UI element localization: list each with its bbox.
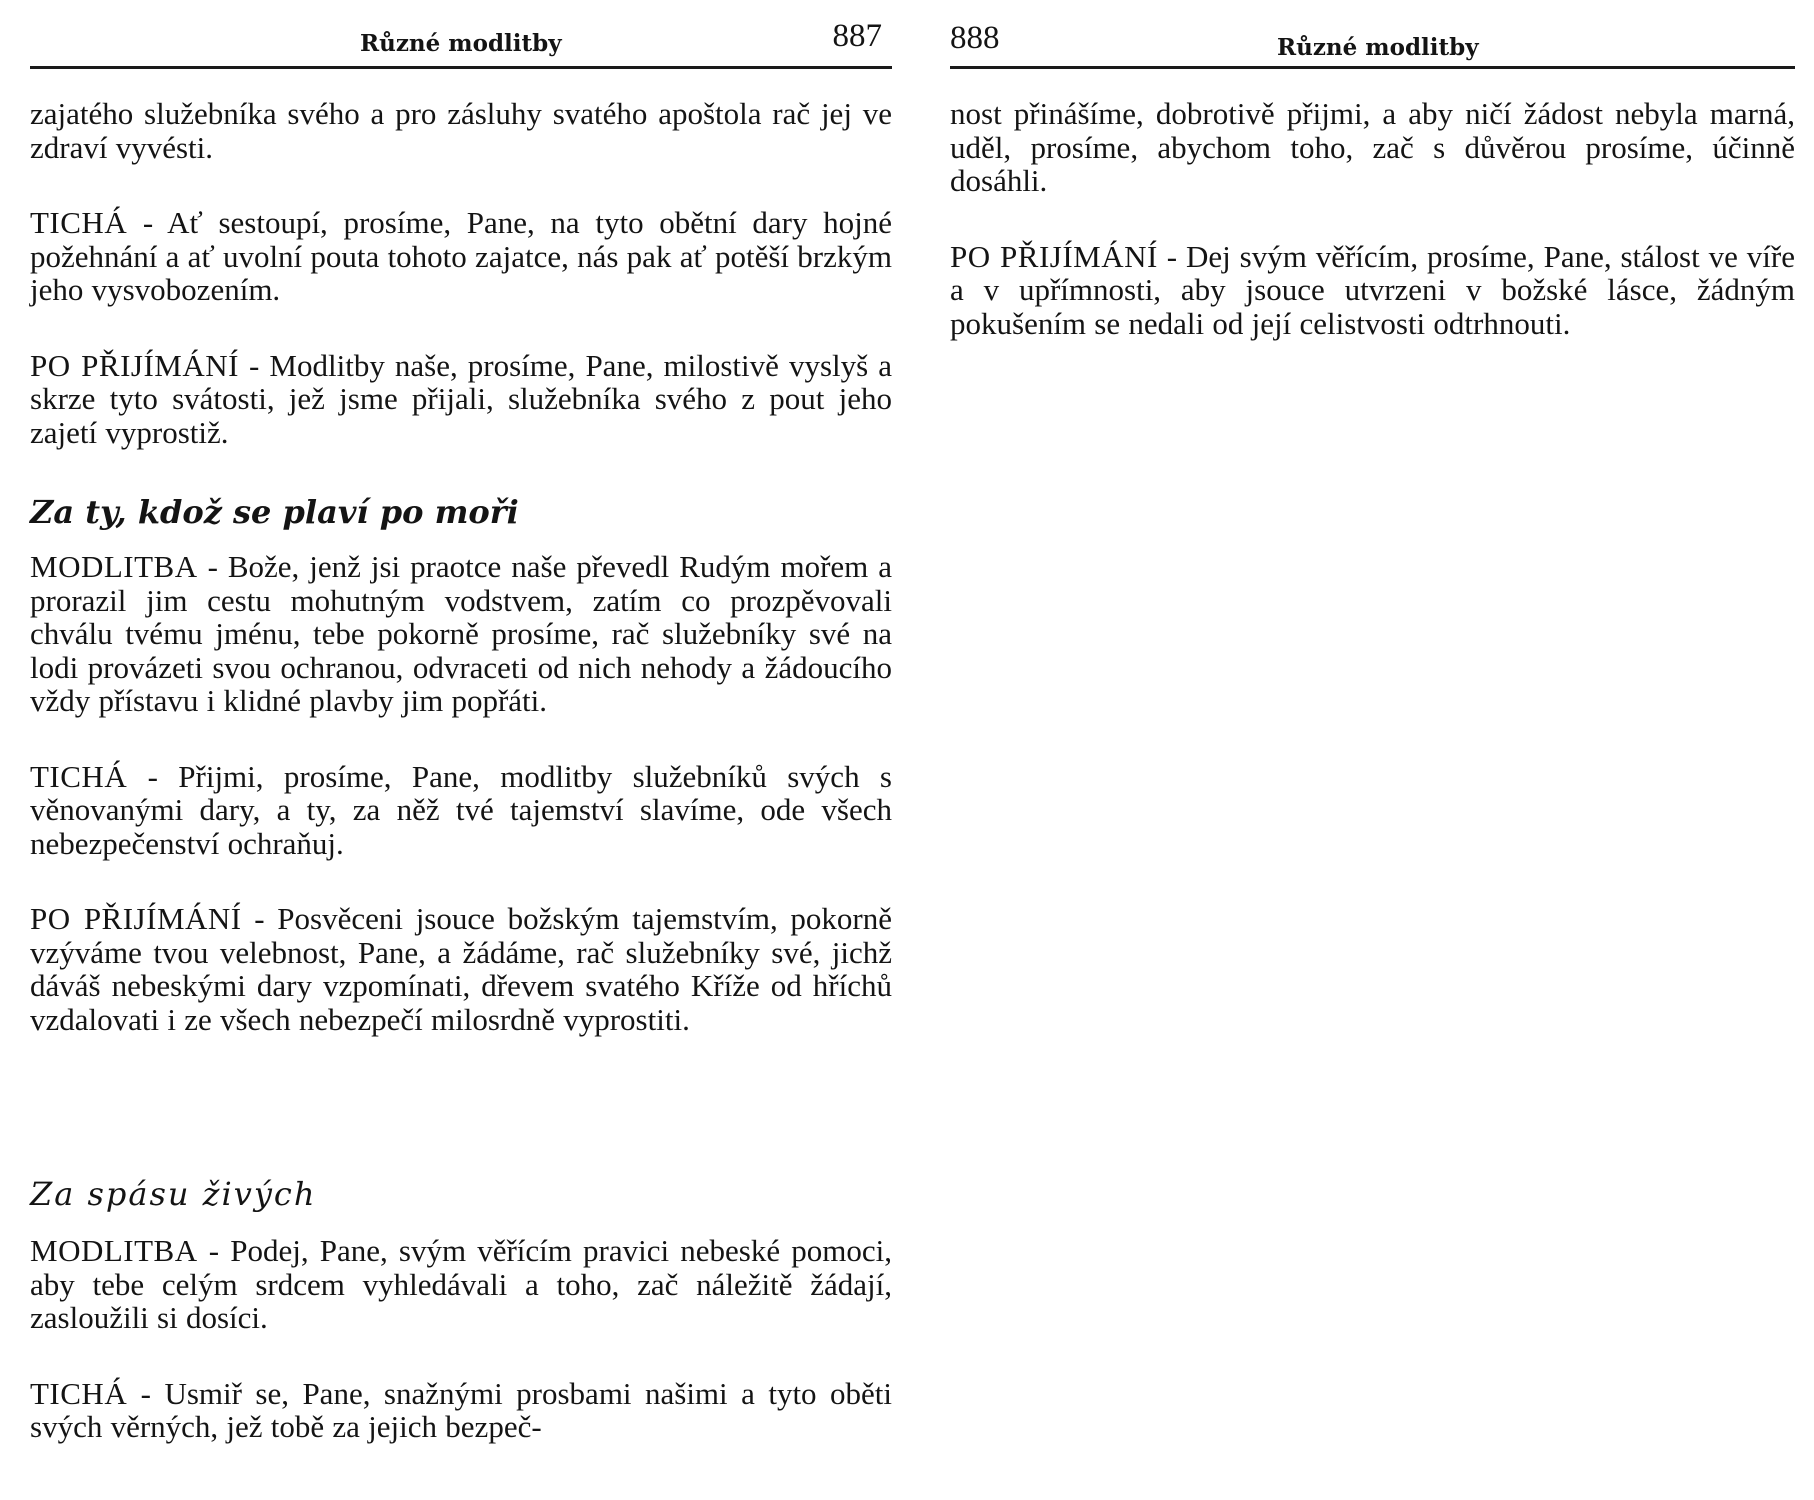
section-sailors [30, 492, 892, 1036]
section-title: Za ty, kdož se plaví po moři [30, 493, 519, 531]
paragraph-text: nost přinášíme, dobrotivě přijmi, a aby ničí žádost nebyla marná, uděl, prosíme, abychom toho, zač s důvěrou prosíme, účinně dosáhli. [950, 96, 1795, 198]
paragraph-label: TICHÁ [30, 205, 128, 240]
paragraph-text: - Dej svým věřícím, prosíme, Pane, stálost ve víře a v upřímnosti, aby jsouce utvrzeni v božské lásce, žádným pokušením se nedali od její celistvosti odtrhnouti. [950, 238, 1795, 341]
section-title: Za spásu živých [30, 1175, 317, 1213]
paragraph-modlitba [30, 1234, 892, 1335]
paragraph-modlitba [30, 550, 892, 718]
section-living [30, 1174, 892, 1444]
paragraph-ticha [30, 1377, 892, 1444]
left-running-head [30, 0, 892, 69]
paragraph-label: MODLITBA [30, 1233, 198, 1268]
paragraph-label: PO PŘIJÍMÁNÍ [30, 347, 239, 383]
paragraph-ticha [30, 760, 892, 861]
left-running-title: Různé modlitby [360, 30, 562, 57]
right-page [950, 0, 1795, 341]
paragraph-po-prijimani [30, 349, 892, 450]
paragraph-text: - Ať sestoupí, prosíme, Pane, na tyto obětní dary hojné požehnání a ať uvolní pouta tohoto zajatce, nás pak ať potěší brzkým jeho vysvobozením. [30, 205, 892, 307]
right-running-head [950, 0, 1795, 69]
paragraph-text: zajatého služebníka svého a pro zásluhy svatého apoštola rač jej ve zdraví vyvésti. [30, 96, 892, 165]
paragraph-po-prijimani [30, 902, 892, 1036]
paragraph-continuation [950, 97, 1795, 198]
left-page [30, 0, 893, 1444]
paragraph-text: - Usmiř se, Pane, snažnými prosbami našimi a tyto oběti svých věrných, jež tobě za jejich bezpeč- [30, 1375, 892, 1444]
paragraph-text: - Přijmi, prosíme, Pane, modlitby služebníků svých s věnovanými dary, a ty, za něž tvé tajemství slavíme, ode všech nebezpečenství ochraňuj. [30, 758, 892, 861]
paragraph-label: TICHÁ [30, 758, 128, 794]
paragraph-ticha [30, 206, 892, 307]
paragraph-label: TICHÁ [30, 1375, 128, 1411]
paragraph-text: - Posvěceni jsouce božským tajemstvím, pokorně vzýváme tvou velebnost, Pane, a žádáme, rač služebníky své, jichž dáváš nebeskými dary vzpomínati, dřevem svatého Kříže od hříchů vzdalovati i ze všech nebezpečí milosrdně vyprostiti. [30, 901, 892, 1037]
right-paragraphs [950, 97, 1795, 340]
paragraph-text: - Bože, jenž jsi praotce naše převedl Rudým mořem a prorazil jim cestu mohutným vodstvem, zatím co prozpěvovali chválu tvému jménu, tebe pokorně prosíme, rač služebníky své na lodi provázeti svou ochranou, odvraceti od nich nehody a žádoucího vždy přístavu i klidné plavby jim popřáti. [30, 549, 892, 718]
left-page-number: 887 [832, 18, 882, 54]
left-top-paragraphs [30, 97, 892, 449]
paragraph-po-prijimani [950, 240, 1795, 341]
paragraph-continuation [30, 97, 892, 164]
paragraph-text: - Podej, Pane, svým věřícím pravici nebeské pomoci, aby tebe celým srdcem vyhledávali a toho, zač náležitě žádají, zasloužili si dosíci. [30, 1233, 892, 1335]
paragraph-text: - Modlitby naše, prosíme, Pane, milostivě vyslyš a skrze tyto svátosti, jež jsme přijali, služebníka svého z pout jeho zajetí vyprostiž. [30, 347, 893, 450]
right-running-title: Různé modlitby [1277, 34, 1479, 61]
paragraph-label: PO PŘIJÍMÁNÍ [30, 901, 242, 936]
paragraph-label: MODLITBA [30, 549, 198, 584]
right-page-number: 888 [950, 20, 1000, 56]
paragraph-label: PO PŘIJÍMÁNÍ [950, 238, 1158, 274]
